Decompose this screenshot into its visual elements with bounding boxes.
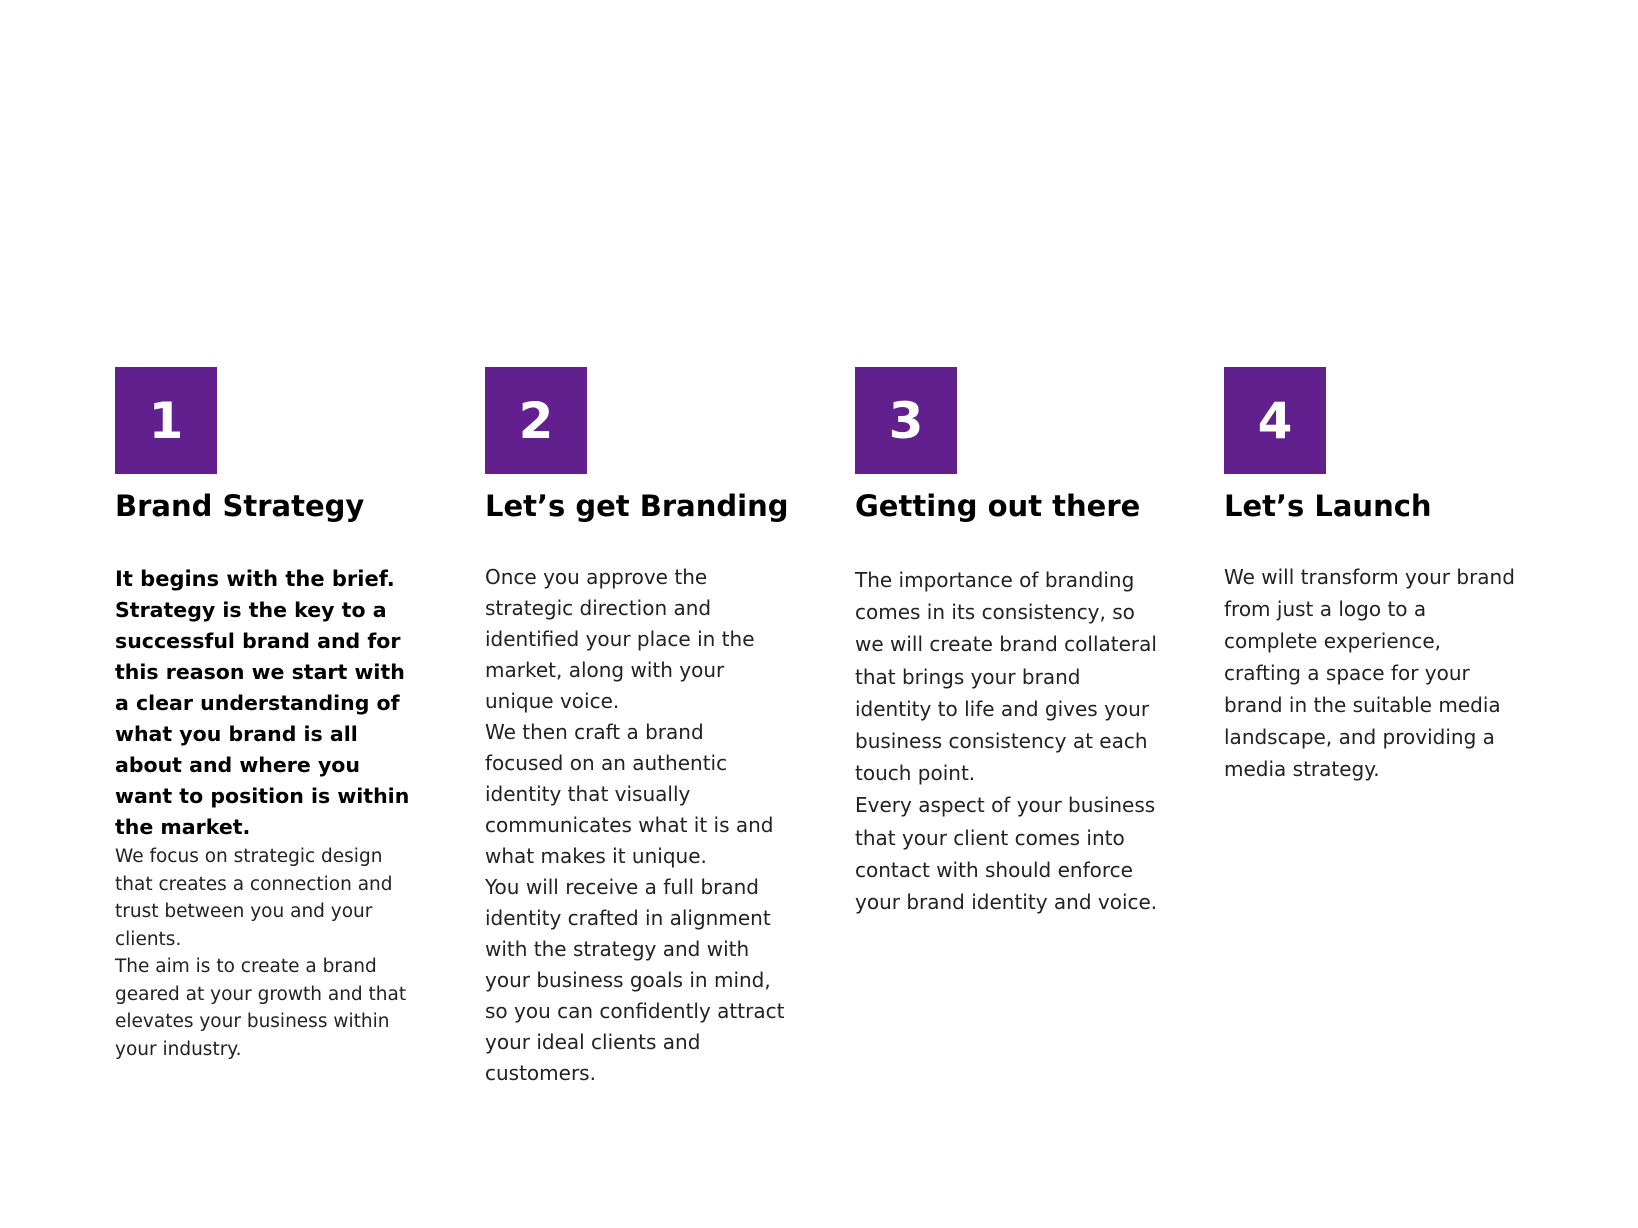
step-title: Brand Strategy: [115, 489, 365, 523]
step-body: [855, 564, 1175, 918]
step-card-1: [115, 367, 435, 1063]
step-title: Getting out there: [855, 489, 1141, 523]
step-intro-lead: It begins with the brief.: [115, 567, 395, 591]
step-paragraph: Every aspect of your business that your client comes into contact with should enforce your brand identity and voice.: [855, 793, 1158, 915]
step-number-badge: 2: [485, 367, 587, 474]
step-paragraph: You will receive a full brand identity crafted in alignment with the strategy and with your business goals in mind, so you can confidently attract your ideal clients and customers.: [485, 875, 785, 1085]
step-paragraph: Once you approve the strategic direction and identified your place in the market, along with your unique voice.: [485, 565, 755, 713]
step-card-2: [485, 367, 815, 1089]
step-card-4: [1224, 367, 1544, 785]
step-paragraph: The importance of branding comes in its consistency, so we will create brand collateral that brings your brand identity to life and gives your business consistency at each touch point.: [855, 568, 1157, 786]
step-title: Let’s get Branding: [485, 489, 789, 523]
step-intro: [115, 564, 415, 843]
step-card-3: [855, 367, 1175, 918]
step-number-badge: 3: [855, 367, 957, 474]
step-title: Let’s Launch: [1224, 489, 1432, 523]
step-body: [485, 562, 815, 1089]
step-body: [1224, 561, 1544, 785]
step-paragraph: The aim is to create a brand geared at your growth and that elevates your business within your industry.: [115, 956, 407, 1060]
step-number-badge: 4: [1224, 367, 1326, 474]
step-paragraph: We focus on strategic design that creates a connection and trust between you and your clients.: [115, 846, 393, 950]
step-number-badge: 1: [115, 367, 217, 474]
step-paragraph: We then craft a brand focused on an authentic identity that visually communicates what it is and what makes it unique.: [485, 720, 774, 868]
step-paragraph: We will transform your brand from just a logo to a complete experience, crafting a space for your brand in the suitable media landscape, and providing a media strategy.: [1224, 565, 1515, 781]
step-intro-rest: Strategy is the key to a successful brand and for this reason we start with a clear understanding of what you brand is all about and where you want to position is within the market.: [115, 598, 410, 839]
